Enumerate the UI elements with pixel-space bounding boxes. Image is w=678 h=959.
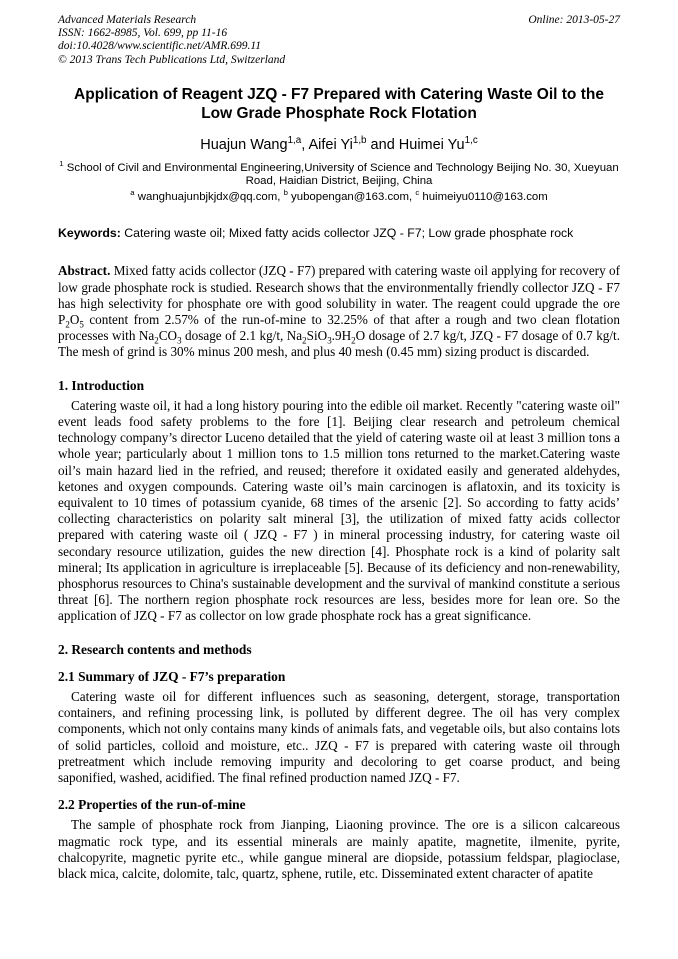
paper-title: Application of Reagent JZQ - F7 Prepared with Catering Waste Oil to the Low Grade Phosphate Rock Flotation bbox=[74, 85, 604, 122]
journal-header-left bbox=[58, 14, 285, 67]
affiliation-line: $^1$ School of Civil and Environmental Engineering,University of Science and Technology Beijing No. 30, Xueyuan Road, Haidian District, Beijing, China bbox=[59, 159, 619, 188]
abstract-text: Mixed fatty acids collector (JZQ - F7) prepared with catering waste oil applying for recovery of low grade phosphate rock is studied. Research shows that the environmentally friendly collector JZQ - F7 has high selectivity for phosphate ore with good solubility in water. The reagent could upgrade the ore $P_2O_5$ content from 2.57% of the run-of-mine to 32.25% of that after a rough and two clean flotation processes with $Na_2CO_3$ dosage of 2.1 kg/t, $Na_2SiO_3.9H_2O$ dosage of 2.7 kg/t, JZQ - F7 dosage of 0.7 kg/t. The mesh of grind is 30% minus 200 mesh, and plus 40 mesh (0.45 mm) sizing product is discarded. bbox=[58, 263, 621, 360]
doi-line: doi:10.4028/www.scientific.net/AMR.699.11 bbox=[58, 40, 262, 53]
paragraph-summary: Catering waste oil for different influences such as seasoning, detergent, storage, transportation containers, and refining processing link, is polluted by different degree. The oil has very complex components, which not only contains many kinds of animals fats, and vegetable oils, but also contains lots of solid particles, colloid and moisture, etc.. JZQ - F7 is prepared with catering waste oil through pretreatment which include removing impurity and decoloring to get coarse product, and being saponified, washed, acidified. The final refined production named JZQ - F7. bbox=[58, 688, 620, 785]
paragraph-introduction: Catering waste oil, it had a long history pouring into the edible oil market. Recently "catering waste oil" event leads food safety problems to the fore [1]. Beijing clear research and petroleum chemical technology company’s director Luceno detailed that the yield of catering waste oil at least 3 million tons a whole year; particularly about 1 million tons to 1.5 million tons returned to the market.Catering waste oil’s main hazard lied in the refried, and reused; therefore it oxidated easily and generated aldehydes, ketones and oxygen compounds. Catering waste oil’s main carcinogen is aflatoxin, and its toxicity is equivalent to 10 times of potassium cyanide, 68 times of the arsenic [2]. So according to fatty acids’ collecting characteristics on polarity salt mineral [3], the utilization of mixed fatty acids collector prepared with catering waste oil ( JZQ - F7 ) in mineral processing industry, for catering waste oil secondary resource utilization, guides the new direction [4]. Phosphate rock is a kind of polarity salt mineral; Its application in agriculture is irreplaceable [5]. Because of its deficiency and non-renewability, phosphorus resources to China's sustainable development and the survival of mankind constitute a serious threat [6]. The northern region phosphate rock resources are less, besides more for lean ore. So the application of JZQ - F7 as collector on low grade phosphate rock has a great significance. bbox=[58, 397, 620, 624]
copyright-line: © 2013 Trans Tech Publications Ltd, Switzerland bbox=[58, 53, 286, 66]
section-heading-summary: 2.1 Summary of JZQ - F7’s preparation bbox=[58, 668, 286, 684]
keywords-label: Keywords: bbox=[58, 226, 121, 241]
journal-header bbox=[58, 14, 620, 67]
issn-line: ISSN: 1662-8985, Vol. 699, pp 11-16 bbox=[58, 27, 228, 40]
keywords-line bbox=[58, 226, 620, 241]
abstract-paragraph bbox=[58, 263, 620, 360]
section-heading-introduction: 1. Introduction bbox=[58, 377, 145, 393]
paragraph-properties: The sample of phosphate rock from Jianping, Liaoning province. The ore is a silicon calcareous magmatic rock type, and its essential minerals are mainly apatite, magnetite, ilmenite, pyrite, chalcopyrite, magnetic pyrite etc., while gangue mineral are diopside, potassium feldspar, plagioclase, black mica, calcite, dolomite, talc, quartz, sphene, rutile, etc. Disseminated extent character of apatite bbox=[58, 817, 620, 882]
section-heading-research: 2. Research contents and methods bbox=[58, 641, 252, 657]
section-heading-properties: 2.2 Properties of the run-of-mine bbox=[58, 797, 246, 813]
authors-line: Huajun Wang$^{1,a}$, Aifei Yi$^{1,b}$ and Huimei Yu$^{1,c}$ bbox=[200, 134, 478, 153]
keywords-text: Catering waste oil; Mixed fatty acids collector JZQ - F7; Low grade phosphate rock bbox=[120, 226, 574, 241]
abstract-label: Abstract. bbox=[58, 263, 111, 279]
emails-line: $^a$ wanghuajunbjkjdx@qq.com, $^b$ yubopengan@163.com, $^c$ huimeiyu0110@163.com bbox=[130, 188, 548, 203]
journal-name: Advanced Materials Research bbox=[58, 14, 197, 26]
online-date: Online: 2013-05-27 bbox=[528, 14, 620, 26]
